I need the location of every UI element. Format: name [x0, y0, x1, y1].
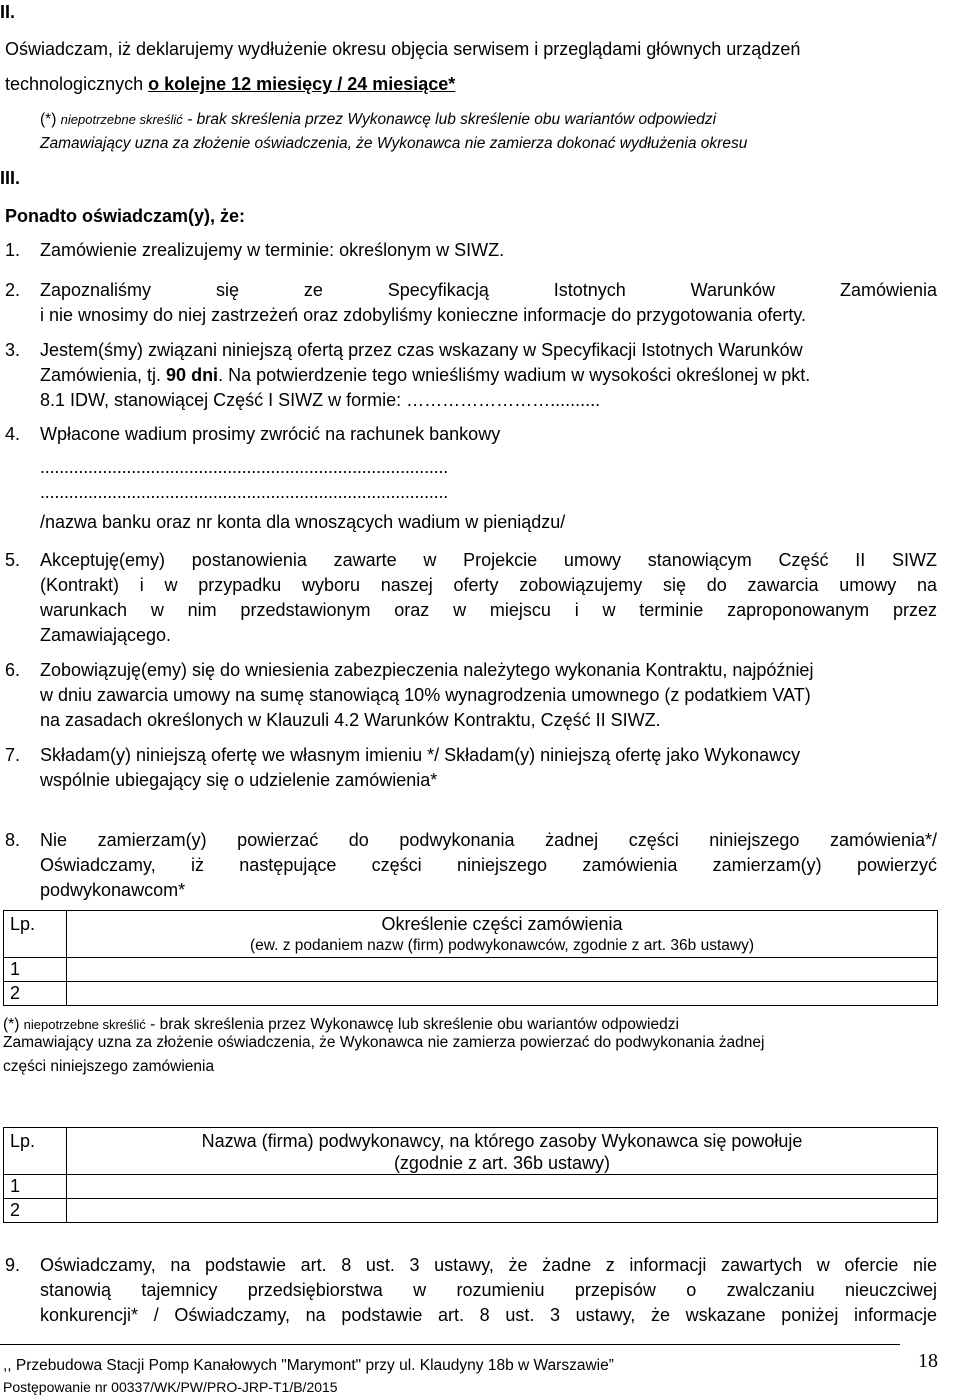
item-9-line-2: stanowią tajemnicy przedsiębiorstwa w rozumieniu przepisów o zwalczaniu nieuczciwej: [40, 1280, 937, 1300]
item-3-line-2-a: Zamówienia, tj.: [40, 365, 167, 385]
subcontractor-name-cell[interactable]: [67, 1175, 938, 1199]
part-description-header: [67, 911, 938, 958]
footnote-strike-note: niepotrzebne skreślić: [23, 1017, 146, 1032]
item-4-number: 4.: [5, 424, 21, 444]
item-8-line-2: Oświadczamy, iż następujące części niniejszego zamówienia zamierzam(y) powierzyć: [40, 855, 937, 875]
item-1-number: 1.: [5, 240, 21, 260]
footnote-1-line-1: [40, 108, 716, 132]
footnote-text: - brak skreślenia przez Wykonawcę lub skreślenie obu wariantów odpowiedzi: [182, 111, 717, 128]
item-7-line-1: Składam(y) niniejszą ofertę we własnym imieniu */ Składam(y) niniejszą ofertę jako Wykonawcy: [40, 745, 801, 765]
subcontractor-name-title: Nazwa (firma) podwykonawcy, na którego zasoby Wykonawca się powołuje: [201, 1131, 803, 1151]
table-header-row: [4, 911, 938, 958]
item-2-number: 2.: [5, 280, 21, 300]
item-8-number: 8.: [5, 830, 21, 850]
ponadto-heading: Ponadto oświadczam(y), że:: [5, 206, 246, 226]
row-number: 1: [4, 958, 67, 982]
item-9-line-1: Oświadczamy, na podstawie art. 8 ust. 3 ustawy, że żadne z informacji zawartych w ofercie nie: [40, 1255, 937, 1275]
item-1-text: Zamówienie zrealizujemy w terminie: określonym w SIWZ.: [40, 240, 505, 260]
bank-name-dotted-field: .....................................................................................: [40, 457, 449, 477]
footer-project-title: ,, Przebudowa Stacji Pomp Kanałowych "Marymont" przy ul. Klaudyny 18b w Warszawie”: [3, 1357, 614, 1374]
item-5-number: 5.: [5, 550, 21, 570]
item-9-number: 9.: [5, 1255, 21, 1275]
item-4-line-4: /nazwa banku oraz nr konta dla wnoszących wadium w pieniądzu/: [40, 512, 566, 532]
row-number: 2: [4, 982, 67, 1006]
lp-header: Lp.: [4, 911, 67, 958]
item-3-line-2-c: . Na potwierdzenie tego wnieśliśmy wadium w wysokości określonej w pkt.: [218, 365, 811, 385]
footer-procedure-number: Postępowanie nr 00337/WK/PW/PRO-JRP-T1/B/2015: [3, 1379, 338, 1395]
item-3-line-3: 8.1 IDW, stanowiącej Część I SIWZ w formie: ……………………..........: [40, 390, 601, 410]
footnote-strike-note: niepotrzebne skreślić: [60, 112, 183, 127]
item-5-line-3: warunkach w nim przedstawionym oraz w miejscu i w terminie zaproponowanym przez: [40, 600, 937, 620]
footnote-star: (*): [3, 1016, 24, 1033]
item-5-line-1: Akceptuję(emy) postanowienia zawarte w Projekcie umowy stanowiącym Część II SIWZ: [40, 550, 937, 570]
part-description-subtitle: (ew. z podaniem nazw (firm) podwykonawców, zgodnie z art. 36b ustawy): [250, 937, 754, 954]
subcontractor-name-subtitle: (zgodnie z art. 36b ustawy): [393, 1153, 611, 1173]
row-number: 1: [4, 1175, 67, 1199]
item-6-line-1: Zobowiązuję(emy) się do wniesienia zabezpieczenia należytego wykonania Kontraktu, najpóźniej: [40, 660, 814, 680]
item-8-line-3: podwykonawcom*: [40, 880, 186, 900]
binding-period: 90 dni: [166, 365, 219, 385]
subcontractor-name-cell[interactable]: [67, 1199, 938, 1223]
item-7-line-2: wspólnie ubiegający się o udzielenie zamówienia*: [40, 770, 438, 790]
part-description-cell[interactable]: [67, 958, 938, 982]
item-6-line-2: w dniu zawarcia umowy na sumę stanowiącą 10% wynagrodzenia umownego (z podatkiem VAT): [40, 685, 811, 705]
item-2-line-2: i nie wnosimy do niej zastrzeżeń oraz zdobyliśmy konieczne informacje do przygotowania oferty.: [40, 305, 807, 325]
section-heading-ii: II.: [0, 2, 16, 22]
footnote-text: - brak skreślenia przez Wykonawcę lub skreślenie obu wariantów odpowiedzi: [145, 1016, 679, 1033]
item-3-number: 3.: [5, 340, 21, 360]
item-7-number: 7.: [5, 745, 21, 765]
footnote-2-line-2: Zamawiający uzna za złożenie oświadczenia, że Wykonawca nie zamierza powierzać do podwykonania żadnej: [3, 1034, 765, 1051]
footnote-1-line-2: Zamawiający uzna za złożenie oświadczenia, że Wykonawca nie zamierza dokonać wydłużenia okresu: [40, 135, 748, 152]
item-6-number: 6.: [5, 660, 21, 680]
item-2-line-1: Zapoznaliśmy się ze Specyfikacją Istotnych Warunków Zamówienia: [40, 280, 937, 300]
lp-header: Lp.: [4, 1128, 67, 1175]
table-header-row: [4, 1128, 938, 1175]
item-3-line-1: Jestem(śmy) związani niniejszą ofertą przez czas wskazany w Specyfikacji Istotnych Warunków: [40, 340, 803, 360]
subcontracted-parts-table: [3, 910, 938, 1006]
declaration-line-2: [5, 72, 455, 96]
item-5-line-4: Zamawiającego.: [40, 625, 172, 645]
table-row: [4, 1199, 938, 1223]
table-row: [4, 1175, 938, 1199]
table-row: [4, 982, 938, 1006]
section-heading-iii: III.: [0, 168, 21, 188]
declaration-extension-option: o kolejne 12 miesięcy / 24 miesiące*: [148, 74, 456, 94]
item-3-line-2: [40, 363, 810, 387]
footnote-star: (*): [40, 111, 61, 128]
part-description-cell[interactable]: [67, 982, 938, 1006]
declaration-line-1: Oświadczam, iż deklarujemy wydłużenie okresu objęcia serwisem i przeglądami głównych urządzeń: [5, 39, 801, 59]
item-5-line-2: (Kontrakt) i w przypadku wyboru naszej oferty zobowiązujemy się do zawarcia umowy na: [40, 575, 937, 595]
subcontractor-resources-table: [3, 1127, 938, 1223]
item-4-line-1: Wpłacone wadium prosimy zwrócić na rachunek bankowy: [40, 424, 501, 444]
row-number: 2: [4, 1199, 67, 1223]
bank-account-dotted-field: .....................................................................................: [40, 482, 449, 502]
page-number: 18: [918, 1350, 938, 1372]
table-row: [4, 958, 938, 982]
subcontractor-name-header: [67, 1128, 938, 1175]
declaration-prefix: technologicznych: [5, 74, 149, 94]
item-8-line-1: Nie zamierzam(y) powierzać do podwykonania żadnej części niniejszego zamówienia*/: [40, 830, 937, 850]
footnote-2-line-3: części niniejszego zamówienia: [3, 1058, 215, 1075]
item-9-line-3: konkurencji* / Oświadczamy, na podstawie art. 8 ust. 3 ustawy, że wskazane poniżej informacje: [40, 1305, 937, 1325]
item-6-line-3: na zasadach określonych w Klauzuli 4.2 Warunków Kontraktu, Część II SIWZ.: [40, 710, 661, 730]
footer-divider: [0, 1344, 900, 1345]
part-description-title: Określenie części zamówienia: [381, 914, 623, 934]
